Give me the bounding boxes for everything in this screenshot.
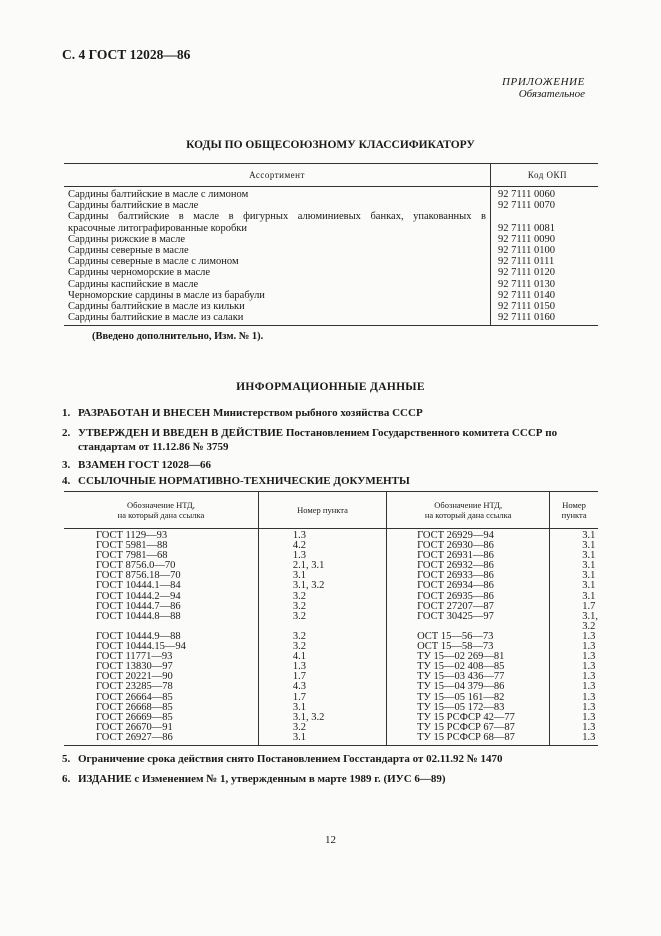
assortment-cell: Черноморские сардины в масле из барабули [68,289,265,301]
ntd-designation-cell: ГОСТ 26669—85 [96,711,173,723]
info-item-text: УТВЕРЖДЕН И ВВЕДЕН В ДЕЙСТВИЕ Постановлением Государственного комитета СССР по [78,427,558,439]
info-item-number: 1. [62,407,71,419]
clause-number-cell: 3.2 [258,632,386,642]
assortment-cell: Сардины балтийские в масле из кильки [68,301,245,313]
info-item-text: Ограничение срока действия снято Постановлением Госстандарта от 02.11.92 № 1470 [78,753,503,765]
info-item-4 [62,474,607,488]
okp-codes-body [64,187,598,326]
okp-code-cell: 92 7111 0060 [491,187,599,201]
assortment-cell: Сардины балтийские в масле с лимоном [68,189,249,200]
info-item-1 [62,406,607,420]
info-item-number: 6. [62,773,71,785]
clause-number-cell: 1.3 [550,682,598,692]
col-doc-line2: на который дана ссылка [117,510,205,520]
clause-number-cell: 1.7 [258,693,386,703]
okp-code-cell: 92 7111 0081 [491,223,599,234]
col-doc-line1: Обозначение НТД, [434,500,503,510]
page-header-title: С. 4 ГОСТ 12028—86 [62,47,191,62]
ntd-designation-cell: ГОСТ 30425—97 [387,612,550,632]
clause-number-cell: 3.1 [258,571,386,581]
table-row [64,211,598,222]
appendix-title: ПРИЛОЖЕНИЕ [502,76,585,88]
ntd-designation-cell: ТУ 15—05 172—83 [387,703,550,713]
col-clause-number: Номер пункта [258,492,386,529]
table-row [64,290,598,301]
ntd-designation-cell: ГОСТ 10444.8—88 [96,610,181,622]
clause-number-cell: 1.3 [550,632,598,642]
okp-code-cell [491,211,599,222]
assortment-cell: Сардины северные в масле с лимоном [68,256,239,268]
assortment-cell: красочные литографированные коробки [68,222,248,234]
clause-number-cell: 1.3 [550,672,598,682]
okp-code-cell: 92 7111 0160 [491,312,599,326]
clause-number-cell: 3.2 [258,592,386,602]
ntd-designation-cell: ГОСТ 26668—85 [96,701,173,713]
okp-code-cell: 92 7111 0140 [491,290,599,301]
ntd-designation-cell: ОСТ 15—56—73 [387,632,550,642]
clause-number-cell: 4.1 [258,652,386,662]
okp-code-cell: 92 7111 0070 [491,200,599,211]
ntd-designation-cell: ГОСТ 13830—97 [96,661,173,673]
info-item-3 [62,458,607,472]
okp-code-cell: 92 7111 0150 [491,301,599,312]
ntd-designation-cell: ГОСТ 26927—86 [64,733,258,746]
table-row [64,200,598,211]
ntd-designation-cell: ГОСТ 10444.2—94 [96,590,181,602]
clause-number-cell: 1.3 [258,529,386,542]
info-item-continuation: стандартам от 11.12.86 № 3759 [78,441,229,453]
clause-number-cell: 3.1, 3.2 [258,581,386,591]
clause-number-cell: 1.3 [258,662,386,672]
ntd-designation-cell: ГОСТ 8756.18—70 [96,570,181,582]
clause-number-cell: 1.7 [550,602,598,612]
codes-section-title: КОДЫ ПО ОБЩЕСОЮЗНОМУ КЛАССИФИКАТОРУ [186,139,475,151]
clause-number-cell: 1.3 [550,713,598,723]
ntd-designation-cell: ГОСТ 26933—86 [387,571,550,581]
info-section-title: ИНФОРМАЦИОННЫЕ ДАННЫЕ [236,381,425,393]
okp-code-cell: 92 7111 0130 [491,279,599,290]
assortment-cell: Сардины балтийские в масле в фигурных алюминиевых банках, упакованных в [68,211,486,223]
info-item-2 [62,426,607,454]
ntd-designation-cell: ГОСТ 26664—85 [96,691,173,703]
clause-number-cell: 1.3 [258,551,386,561]
clause-number-cell: 3.2 [258,723,386,733]
ntd-designation-cell: ГОСТ 20221—90 [96,671,173,683]
clause-number-cell: 1.3 [550,703,598,713]
clause-number-cell: 3.1 [550,561,598,571]
info-item-text: ВЗАМЕН ГОСТ 12028—66 [78,459,212,471]
table-row [64,187,598,201]
ntd-designation-cell: ГОСТ 7981—68 [96,550,168,562]
clause-number-cell: 2.1, 3.1 [258,561,386,571]
ntd-designation-cell: ГОСТ 26930—86 [387,541,550,551]
col-doc-designation [64,492,258,529]
ntd-designation-cell: ТУ 15—05 161—82 [387,693,550,703]
info-item-text: РАЗРАБОТАН И ВНЕСЕН Министерством рыбного хозяйства СССР [78,407,423,419]
clause-number-cell: 1.3 [550,662,598,672]
table-row [64,223,598,234]
clause-number-cell: 3.1 [550,541,598,551]
clause-number-cell: 3.1 [550,571,598,581]
ntd-designation-cell: ТУ 15—03 436—77 [387,672,550,682]
clause-number-cell: 4.2 [258,541,386,551]
ntd-designation-cell: ГОСТ 10444.9—88 [96,630,181,642]
info-item-text: ССЫЛОЧНЫЕ НОРМАТИВНО-ТЕХНИЧЕСКИЕ ДОКУМЕНТЫ [78,475,410,487]
info-item-number: 5. [62,753,71,765]
col-okp-code: Код ОКП [491,164,599,187]
ntd-designation-cell: ГОСТ 8756.0—70 [96,560,176,572]
assortment-cell: Сардины каспийские в масле [68,278,199,290]
reference-documents-table [64,491,598,746]
amendment-note: (Введено дополнительно, Изм. № 1). [92,331,264,342]
clause-number-cell: 1.3 [550,723,598,733]
ntd-designation-cell: ТУ 15 РСФСР 67—87 [387,723,550,733]
ntd-designation-cell: ТУ 15 РСФСР 42—77 [387,713,550,723]
clause-number-cell: 3.1 [550,581,598,591]
ntd-designation-cell: ГОСТ 26935—86 [387,592,550,602]
col-assortment: Ассортимент [64,164,491,187]
ntd-designation-cell: ГОСТ 26670—91 [96,721,173,733]
clause-number-cell: 3.1, 3.2 [550,612,598,632]
appendix-type: Обязательное [518,88,585,100]
ntd-designation-cell: ГОСТ 26932—86 [387,561,550,571]
ntd-designation-cell: ГОСТ 1129—93 [96,530,168,541]
reference-documents-body [64,529,598,746]
clause-number-cell: 4.3 [258,682,386,692]
table-row [64,312,598,326]
ntd-designation-cell: ГОСТ 26929—94 [387,529,550,542]
assortment-cell: Сардины балтийские в масле из салаки [64,312,491,326]
clause-number-cell: 1.3 [550,693,598,703]
clause-number-cell: 3.1 [550,592,598,602]
clause-number-cell: 1.7 [258,672,386,682]
ntd-designation-cell: ГОСТ 10444.7—86 [96,600,181,612]
info-item-6 [62,772,607,786]
info-item-number: 3. [62,459,71,471]
info-item-number: 4. [62,475,71,487]
table-row [64,245,598,256]
ntd-designation-cell: ОСТ 15—58—73 [387,642,550,652]
okp-code-cell: 92 7111 0100 [491,245,599,256]
assortment-cell: Сардины северные в масле [68,245,189,257]
info-item-5 [62,752,607,766]
ntd-designation-cell: ТУ 15—02 408—85 [387,662,550,672]
table-row [64,267,598,278]
ntd-designation-cell: ГОСТ 23285—78 [96,681,173,693]
page-number: 12 [325,834,336,846]
table-row [64,279,598,290]
table-row [64,301,598,312]
info-item-number: 2. [62,427,71,439]
assortment-cell: Сардины рижские в масле [68,233,186,245]
col-doc-designation-2 [387,492,550,529]
ntd-designation-cell: ТУ 15 РСФСР 68—87 [387,733,550,746]
ntd-designation-cell: ГОСТ 26931—86 [387,551,550,561]
ntd-designation-cell: ТУ 15—04 379—86 [387,682,550,692]
ntd-designation-cell: ГОСТ 27207—87 [387,602,550,612]
ntd-designation-cell: ТУ 15—02 269—81 [387,652,550,662]
col-doc-line2: на который дана ссылка [424,510,512,520]
col-doc-line1: Обозначение НТД, [127,500,195,510]
assortment-cell: Сардины черноморские в масле [68,267,211,279]
clause-number-cell: 1.3 [550,652,598,662]
table-row [64,682,598,692]
clause-number-cell: 3.1, 3.2 [258,713,386,723]
table-row [64,612,598,632]
clause-number-cell: 1.3 [550,733,598,746]
clause-number-cell: 3.1 [550,551,598,561]
clause-number-cell: 3.1 [258,733,386,746]
clause-number-cell: 1.3 [550,642,598,652]
table-row [64,256,598,267]
ntd-designation-cell: ГОСТ 26934—86 [387,581,550,591]
okp-code-cell: 92 7111 0090 [491,234,599,245]
col-clause-number-2: Номер пункта [550,492,598,529]
info-item-text: ИЗДАНИЕ с Изменением № 1, утвержденным в марте 1989 г. (ИУС 6—89) [78,773,446,785]
ntd-designation-cell: ГОСТ 11771—93 [96,651,173,663]
appendix-label [502,76,585,100]
clause-number-cell: 3.2 [258,612,386,632]
okp-codes-table [64,163,598,326]
table-row [64,234,598,245]
okp-code-cell: 92 7111 0120 [491,267,599,278]
ntd-designation-cell: ГОСТ 10444.15—94 [96,641,186,653]
okp-code-cell: 92 7111 0111 [491,256,599,267]
clause-number-cell: 3.2 [258,602,386,612]
ntd-designation-cell: ГОСТ 5981—88 [96,540,168,552]
clause-number-cell: 3.2 [258,642,386,652]
clause-number-cell: 3.1 [550,529,598,542]
ntd-designation-cell: ГОСТ 10444.1—84 [96,580,181,592]
table-row [64,733,598,746]
clause-number-cell: 3.1 [258,703,386,713]
assortment-cell: Сардины балтийские в масле [68,200,199,212]
